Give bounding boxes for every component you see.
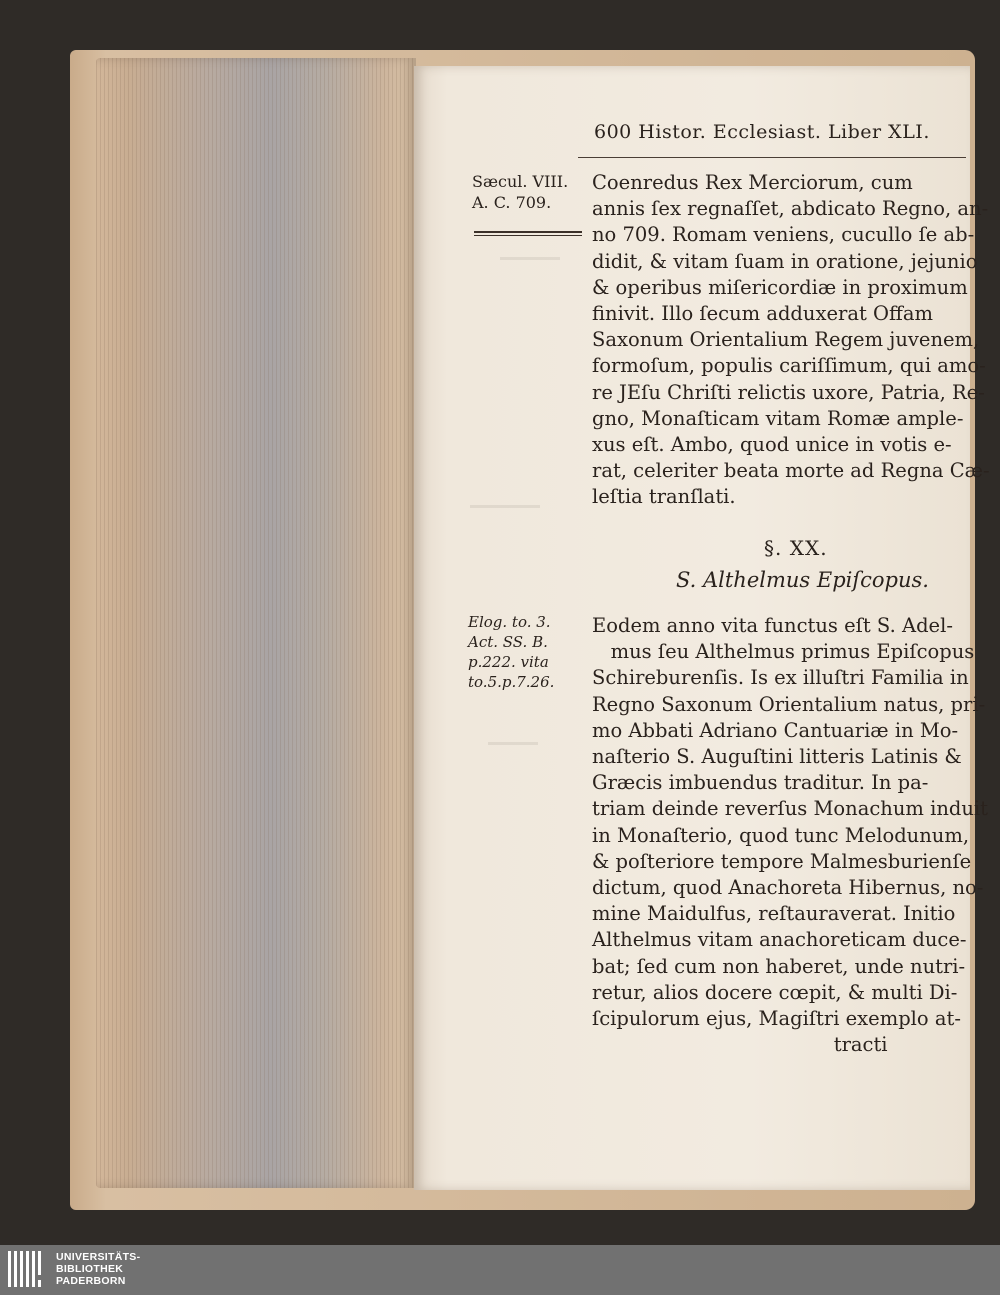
library-footer-bar bbox=[0, 1245, 1000, 1295]
library-logo-text bbox=[56, 1251, 140, 1287]
margin-note-saeculum: Sæcul. VIII. A. C. 709. bbox=[472, 172, 569, 212]
logo-text-line: UNIVERSITÄTS- bbox=[56, 1251, 141, 1263]
logo-text-line: PADERBORN bbox=[56, 1275, 126, 1287]
section-title: S. Althelmus Epiſcopus. bbox=[676, 568, 929, 592]
library-logo-icon bbox=[8, 1251, 46, 1287]
show-through-mark bbox=[500, 257, 560, 260]
running-head: 600 Histor. Ecclesiast. Liber XLI. bbox=[594, 121, 930, 143]
section-number: §. XX. bbox=[764, 536, 828, 560]
paragraph-althelmus: Eodem anno vita functus eſt S. Adel- mus ſeu Althelmus primus Epiſcopus Schireburenſis. Is ex illuſtri Familia in Regno Saxonum Orientalium natus, pri- mo Abbati Adriano Cantuariæ in Mo- naſterio S. Auguſtini litteris Latinis & Græcis imbuendus traditur. In pa- triam deinde reverſus Monachum induit in Monaſterio, quod tunc Melodunum, & poſteriore tempore Malmesburienſe dictum, quod Anachoreta Hibernus, no- mine Maidulfus, reſtauraverat. Initio Althelmus vitam anachoreticam duce- bat; ſed cum non haberet, unde nutri- retur, alios docere cœpit, & multi Di- ſcipulorum ejus, Magiſtri exemplo at- tracti bbox=[592, 614, 988, 1057]
header-rule bbox=[578, 157, 966, 158]
logo-text-line: BIBLIOTHEK bbox=[56, 1263, 124, 1275]
book-fore-edge bbox=[96, 58, 416, 1188]
show-through-mark bbox=[488, 742, 538, 745]
margin-rule bbox=[474, 231, 582, 233]
paragraph-coenredus: Coenredus Rex Merciorum, cum annis ſex regnaſſet, abdicato Regno, an- no 709. Romam veniens, cucullo ſe ab- didit, & vitam ſuam in oratione, jejunio & operibus miſericordiæ in proximum finivit. Illo ſecum adduxerat Offam Saxonum Orientalium Regem juvenem, formoſum, populis cariſſimum, qui amo- re JEſu Chriſti relictis uxore, Patria, Re- gno, Monaſticam vitam Romæ ample- xus eſt. Ambo, quod unice in votis e- rat, celeriter beata morte ad Regna Cæ- leſtia tranſlati. bbox=[592, 171, 990, 509]
margin-rule bbox=[474, 235, 582, 236]
show-through-mark bbox=[470, 505, 540, 508]
margin-note-reference: Elog. to. 3. Act. SS. B. p.222. vita to.5.p.7.26. bbox=[468, 613, 555, 691]
